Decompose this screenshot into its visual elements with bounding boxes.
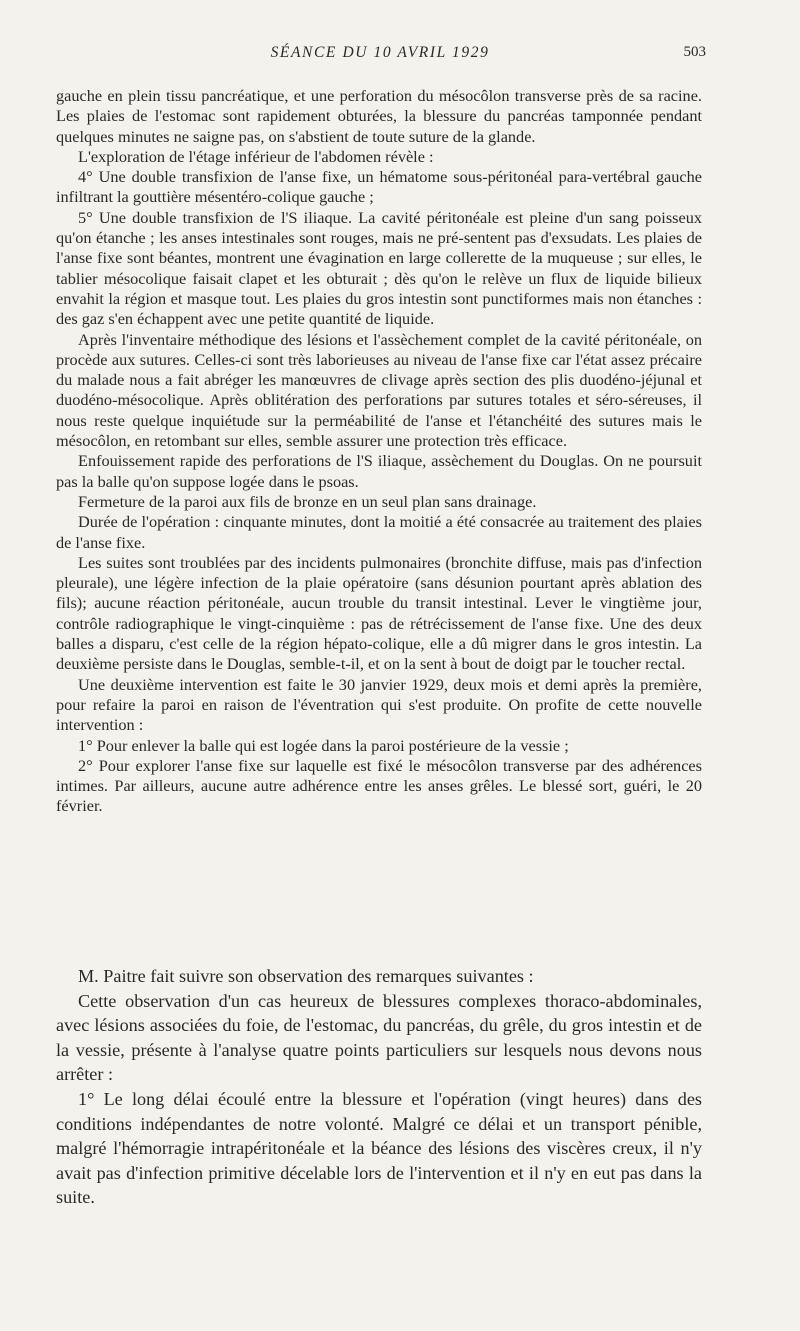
observation-text <box>56 86 702 817</box>
paragraph-6: Enfouissement rapide des perforations de l'S iliaque, assèchement du Douglas. On ne poursuit pas la balle qu'on suppose logée dans le psoas. <box>56 451 702 491</box>
remarks-paragraph-1: Cette observation d'un cas heureux de blessures complexes thoraco-abdominales, avec lésions associées du foie, de l'estomac, du pancréas, du grêle, du gros intestin et de la vessie, présente à l'analyse quatre points particuliers sur lesquels nous devons nous arrêter : <box>56 990 702 1085</box>
remarks-paragraph-2: 1° Le long délai écoulé entre la blessure et l'opération (vingt heures) dans des conditions indépendantes de notre volonté. Malgré ce délai et un transport pénible, malgré l'hémorragie intrapéritonéale et la béance des lésions des viscères creux, il n'y avait pas d'infection primitive décelable lors de l'intervention et il n'y en eut pas dans la suite. <box>56 1088 702 1208</box>
paragraph-3: 4° Une double transfixion de l'anse fixe, un hématome sous-péritonéal para-vertébral gauche infiltrant la gouttière mésentéro-colique gauche ; <box>56 167 702 207</box>
paragraph-12: 2° Pour explorer l'anse fixe sur laquelle est fixé le mésocôlon transverse par des adhérences intimes. Par ailleurs, aucune autre adhérence entre les anses grêles. Le blessé sort, guéri, le 20 février. <box>56 755 702 816</box>
running-head: SÉANCE DU 10 AVRIL 1929 <box>270 44 490 61</box>
page-header <box>56 44 704 68</box>
paragraph-4: 5° Une double transfixion de l'S iliaque. La cavité péritonéale est pleine d'un sang poisseux qu'on étanche ; les anses intestinales sont rouges, mais ne pré-sentent pas d'exsudats. Les plaies de l'anse fixe sont béantes, montrent une évagination en large collerette de la muqueuse ; sur elles, le tablier mésocolique faisait clapet et les obturait ; dès qu'on le relève un flux de liquide bilieux envahit la région et masque tout. Les plaies du gros intestin sont punctiformes mais non étanches : des gaz s'en échappent avec une petite quantité de liquide. <box>56 207 702 329</box>
paragraph-11: 1° Pour enlever la balle qui est logée dans la paroi postérieure de la vessie ; <box>78 735 569 755</box>
paragraph-9: Les suites sont troublées par des incidents pulmonaires (bronchite diffuse, mais pas d'infection pleurale), une légère infection de la plaie opératoire (sans désunion pourtant après ablation des fils); aucune réaction péritonéale, aucun trouble du transit intestinal. Lever le vingtième jour, contrôle radiographique le vingt-cinquième : pas de rétrécissement de l'anse fixe. Une des deux balles a disparu, c'est celle de la région hépato-colique, elle a dû migrer dans le gros intestin. La deuxième persiste dans le Douglas, semble-t-il, et on la sent à bout de doigt par le toucher rectal. <box>56 552 702 674</box>
paragraph-8: Durée de l'opération : cinquante minutes, dont la moitié a été consacrée au traitement des plaies de l'anse fixe. <box>56 512 702 552</box>
paragraph-5: Après l'inventaire méthodique des lésions et l'assèchement complet de la cavité péritonéale, on procède aux sutures. Celles-ci sont très laborieuses au niveau de l'anse fixe car l'état assez précaire du malade nous a fait abréger les manœuvres de clivage après section des plis duodéno-jéjunal et duodéno-mésocolique. Après oblitération des perforations par sutures totales et séro-séreuses, il nous reste quelque inquiétude sur la perméabilité de l'anse et l'étanchéité des sutures mais le mésocôlon, en retombant sur elles, semble assurer une protection très efficace. <box>56 329 702 451</box>
remarks-text <box>56 964 702 1210</box>
paragraph-1: gauche en plein tissu pancréatique, et une perforation du mésocôlon transverse près de sa racine. Les plaies de l'estomac sont rapidement obturées, la blessure du pancréas tamponnée pendant quelques minutes ne saigne pas, on s'abstient de toute suture de la glande. <box>56 86 702 146</box>
remarks-intro: M. Paitre fait suivre son observation des remarques suivantes : <box>78 966 534 986</box>
paragraph-7: Fermeture de la paroi aux fils de bronze en un seul plan sans drainage. <box>78 491 537 511</box>
paragraph-10: Une deuxième intervention est faite le 30 janvier 1929, deux mois et demi après la première, pour refaire la paroi en raison de l'éventration qui s'est produite. On profite de cette nouvelle intervention : <box>56 674 702 735</box>
page-number: 503 <box>683 44 706 60</box>
paragraph-2: L'exploration de l'étage inférieur de l'abdomen révèle : <box>78 146 434 166</box>
